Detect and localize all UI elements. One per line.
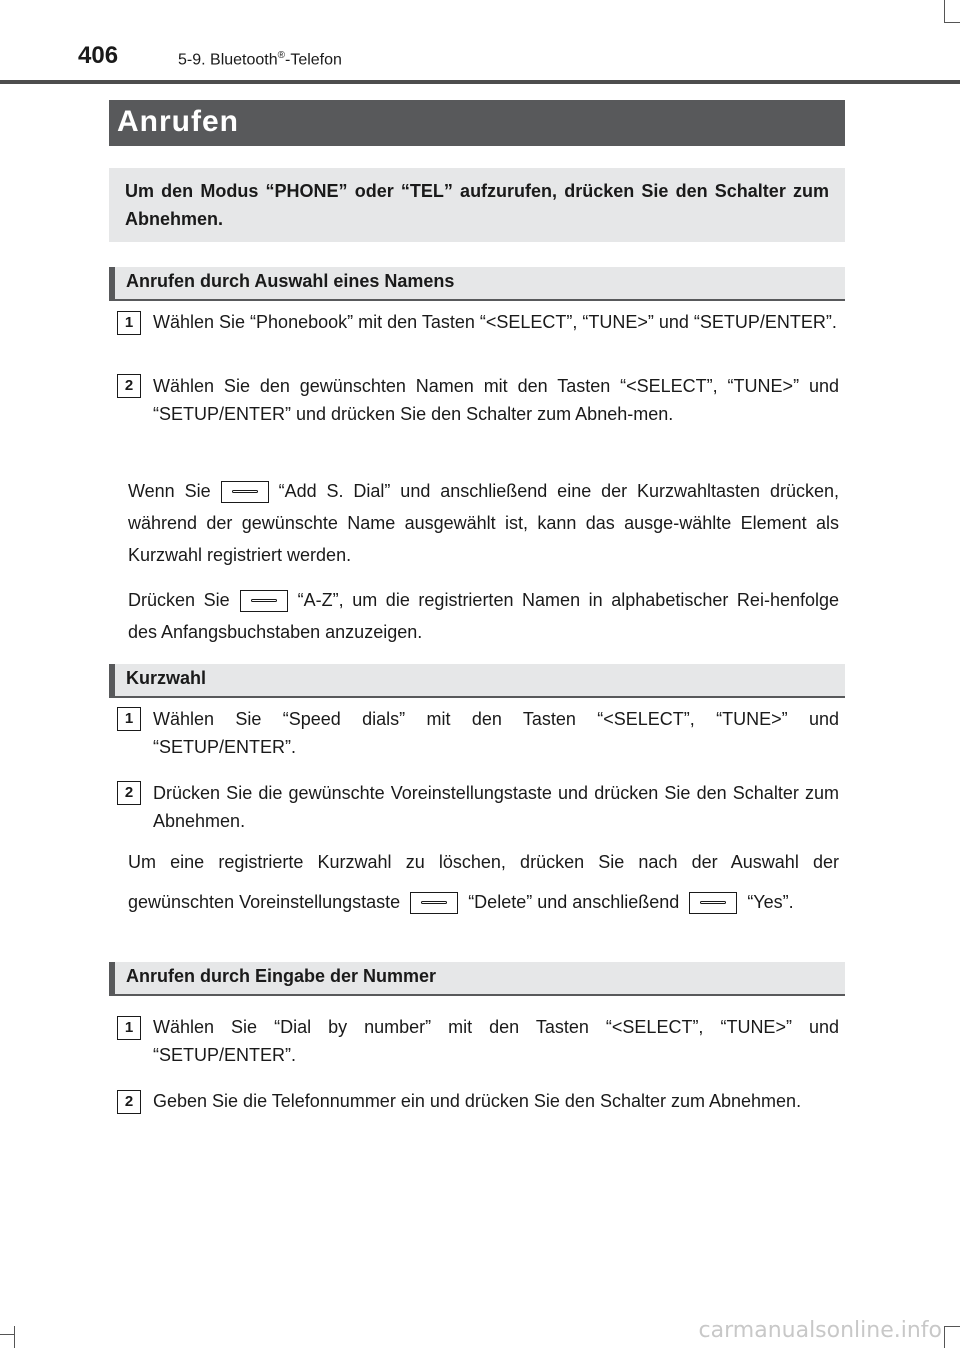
- title-banner: [109, 100, 845, 146]
- step-text: Geben Sie die Telefonnummer ein und drücken Sie den Schalter zum Abnehmen.: [153, 1091, 802, 1111]
- section-heading-number-dial: Anrufen durch Eingabe der Nummer: [109, 962, 845, 996]
- step-number: 1: [117, 707, 141, 731]
- page-number: 406: [78, 42, 119, 69]
- step-text: Wählen Sie den gewünschten Namen mit den Tasten “<SELECT”, “TUNE>” und “SETUP/ENTER” und drücken Sie den Schalter zum Abneh-men.: [153, 376, 839, 424]
- crop-mark: [944, 1326, 945, 1348]
- crop-mark: [944, 1326, 960, 1327]
- phone-button-icon: [689, 892, 737, 914]
- step-text: Wählen Sie “Dial by number” mit den Tasten “<SELECT”, “TUNE>” und “SETUP/ENTER”.: [153, 1017, 839, 1065]
- crop-mark: [0, 1334, 14, 1335]
- phone-button-icon: [410, 892, 458, 914]
- step-text: Drücken Sie die gewünschte Voreinstellungstaste und drücken Sie den Schalter zum Abnehmen.: [153, 783, 839, 831]
- step-number: 1: [117, 311, 141, 335]
- step-number: 1: [117, 1016, 141, 1040]
- section-path: 5-9. Bluetooth®-Telefon: [178, 50, 342, 69]
- page-title: Anrufen: [117, 105, 239, 138]
- watermark: carmanualsonline.info: [698, 1318, 942, 1343]
- step-text: Wählen Sie “Speed dials” mit den Tasten “<SELECT”, “TUNE>” und “SETUP/ENTER”.: [153, 709, 839, 757]
- intro-text: Um den Modus “PHONE” oder “TEL” aufzurufen, drücken Sie den Schalter zum Abnehmen.: [125, 181, 829, 229]
- crop-mark: [14, 1326, 15, 1348]
- section-heading-speed-dial: Kurzwahl: [109, 664, 845, 698]
- phone-button-icon: [240, 590, 288, 612]
- crop-mark: [944, 22, 960, 23]
- note-text: Um eine registrierte Kurzwahl zu löschen, drücken Sie nach der Auswahl der gewünschten Voreinstellungstaste “Delete” und anschließend “Yes”.: [128, 842, 839, 922]
- note-text: Drücken Sie “A-Z”, um die registrierten Namen in alphabetischer Rei-henfolge des Anfangsbuchstaben anzuzeigen.: [128, 590, 840, 642]
- section-heading-name-dial: Anrufen durch Auswahl eines Namens: [109, 267, 845, 301]
- step-number: 2: [117, 1090, 141, 1114]
- intro-box: [109, 168, 845, 242]
- crop-mark: [944, 0, 945, 22]
- step-number: 2: [117, 781, 141, 805]
- note-text: Wenn Sie “Add S. Dial” und anschließend eine der Kurzwahltasten drücken, während der gewünschte Name ausgewählt ist, kann das ausge-wählte Element als Kurzwahl registriert werden.: [128, 481, 839, 565]
- header-rule: [0, 80, 960, 84]
- phone-button-icon: [221, 481, 269, 503]
- step-text: Wählen Sie “Phonebook” mit den Tasten “<SELECT”, “TUNE>” und “SETUP/ENTER”.: [153, 312, 837, 332]
- step-number: 2: [117, 374, 141, 398]
